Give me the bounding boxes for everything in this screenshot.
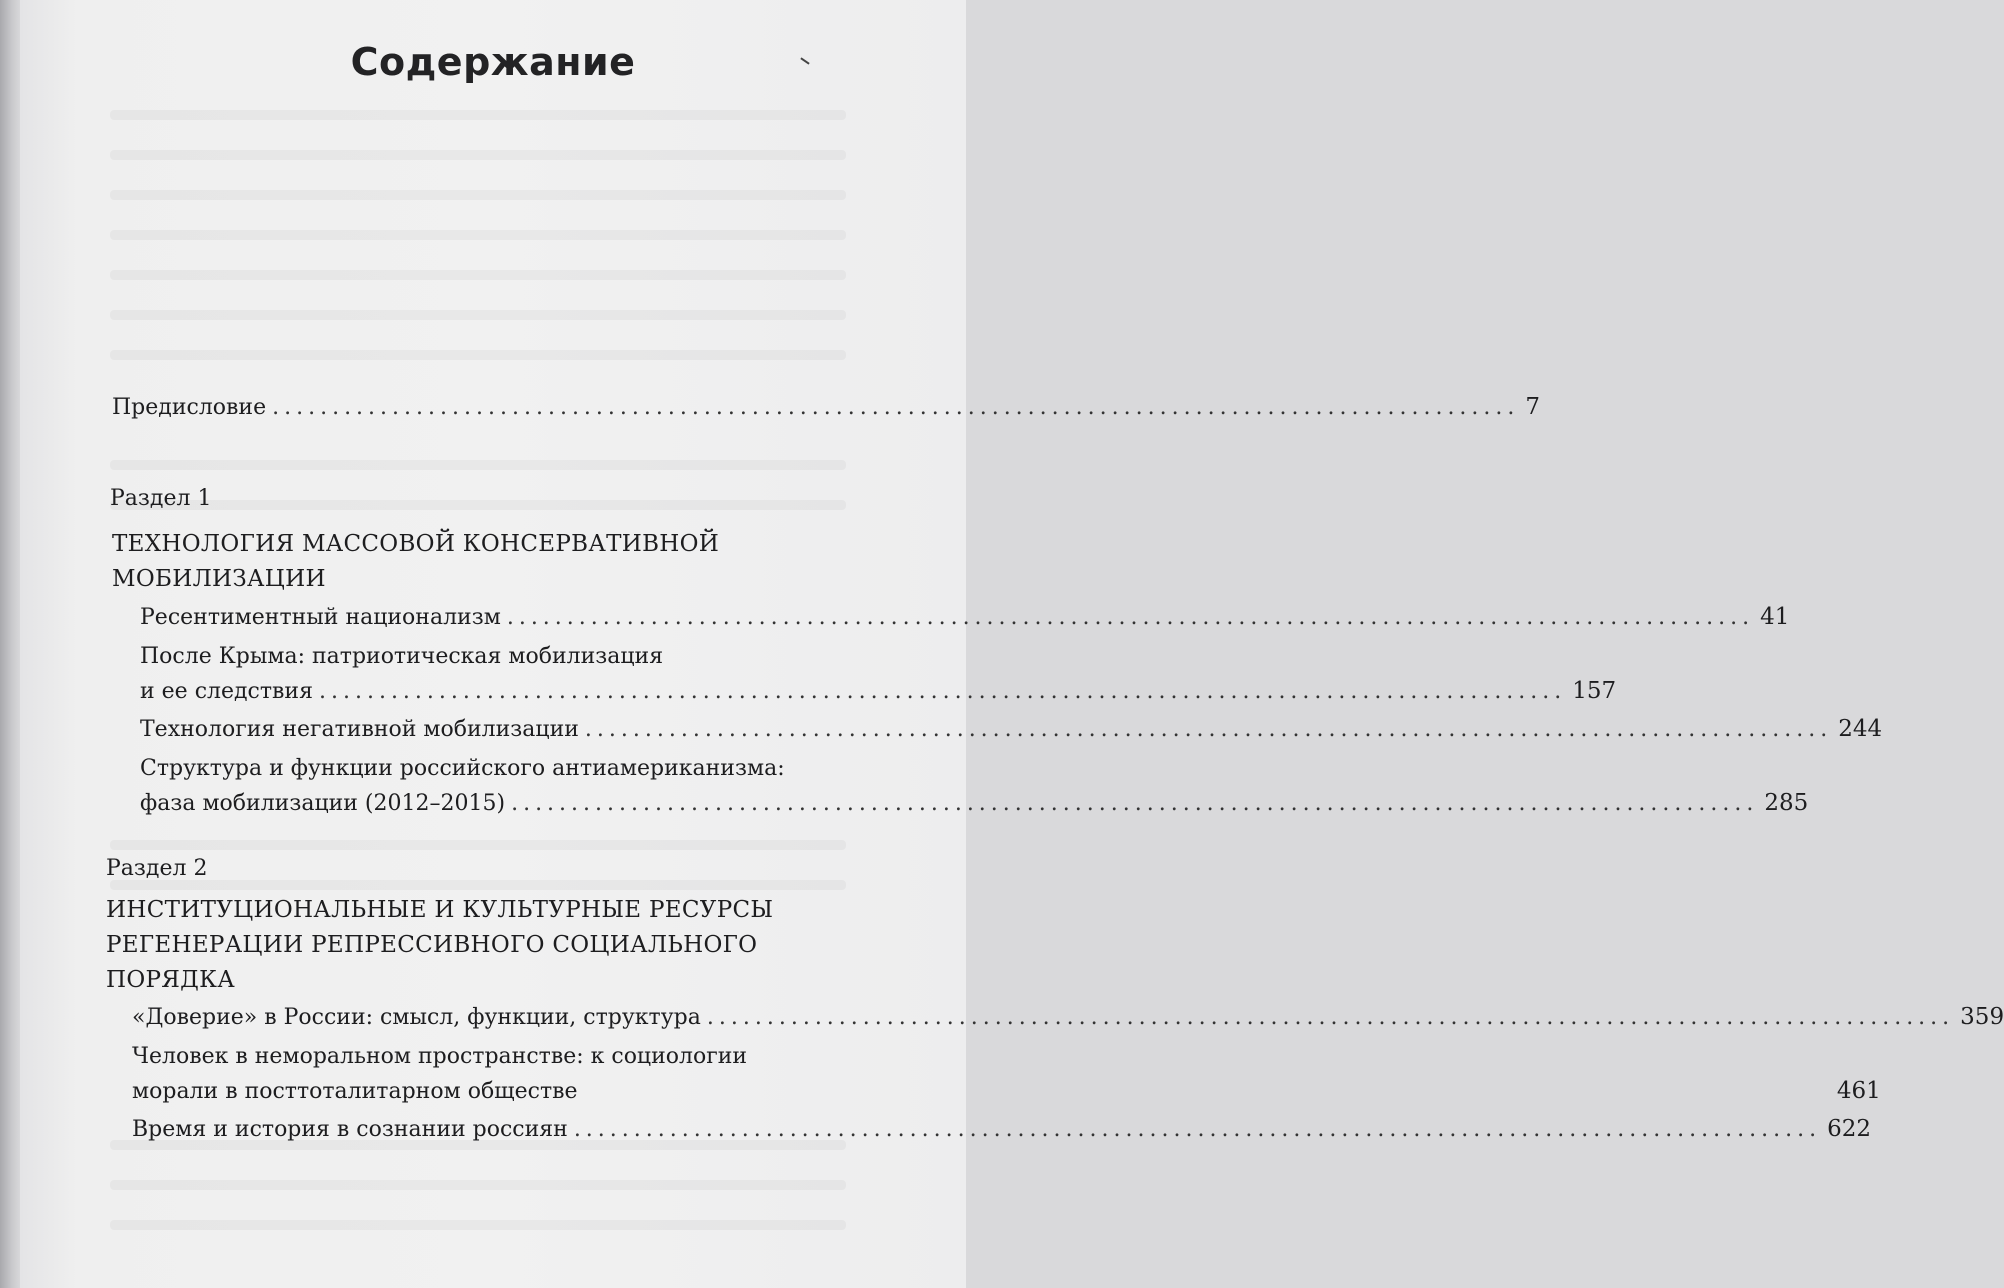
leader-dots: ........................................................................................................ bbox=[272, 395, 1520, 420]
leader-dots: ........................................................................................................ bbox=[511, 791, 1759, 816]
toc-entry bbox=[132, 1112, 1872, 1147]
bleed-through-line bbox=[110, 1180, 846, 1190]
toc-entry bbox=[140, 752, 1809, 821]
toc-entry bbox=[132, 1040, 1881, 1109]
toc-entry-label: После Крыма: патриотическая мобилизация bbox=[140, 644, 664, 669]
toc-entry bbox=[132, 1000, 2004, 1035]
toc-entry-label: Время и история в сознании россиян bbox=[132, 1117, 568, 1142]
leader-dots: ........................................................................................................ bbox=[318, 679, 1567, 704]
bleed-through-line bbox=[110, 350, 846, 360]
leader-dots: ........................................................................................................ bbox=[584, 717, 1833, 742]
bleed-through-line bbox=[110, 500, 846, 510]
toc-page-number: 244 bbox=[1838, 716, 1883, 742]
section-2-label: Раздел 2 bbox=[106, 856, 208, 881]
toc-entry-preface bbox=[112, 390, 1541, 425]
section-title-line: ПОРЯДКА bbox=[106, 967, 235, 993]
toc-entry-label: и ее следствия bbox=[140, 679, 313, 704]
section-1-title bbox=[112, 527, 719, 597]
toc-page-number: 622 bbox=[1827, 1116, 1872, 1142]
toc-page-number: 7 bbox=[1525, 394, 1541, 420]
section-2-title bbox=[106, 893, 773, 998]
toc-entry-label: Предисловие bbox=[112, 395, 267, 420]
toc-page-number: 41 bbox=[1760, 604, 1790, 630]
section-1-label: Раздел 1 bbox=[110, 486, 212, 511]
toc-entry bbox=[140, 712, 1883, 747]
toc-entry-label: Ресентиментный национализм bbox=[140, 605, 501, 630]
toc-page-number: 157 bbox=[1572, 678, 1617, 704]
leader-dots: ........................................................................................................ bbox=[506, 605, 1755, 630]
bleed-through-line bbox=[110, 110, 846, 120]
book-page bbox=[20, 0, 2004, 1288]
toc-page-number: 461 bbox=[1836, 1078, 1881, 1104]
toc-page-number: 359 bbox=[1960, 1004, 2004, 1030]
toc-entry-label: Человек в неморальном пространстве: к социологии bbox=[132, 1044, 748, 1069]
section-title-line: ТЕХНОЛОГИЯ МАССОВОЙ КОНСЕРВАТИВНОЙ bbox=[112, 531, 720, 557]
page-title: Содержание bbox=[350, 40, 636, 84]
bleed-through-line bbox=[110, 1220, 846, 1230]
leader-dots: ........................................................................................................ bbox=[706, 1005, 1955, 1030]
bleed-through-line bbox=[110, 840, 846, 850]
section-title-line: ИНСТИТУЦИОНАЛЬНЫЕ И КУЛЬТУРНЫЕ РЕСУРСЫ bbox=[106, 897, 774, 923]
bleed-through-line bbox=[110, 880, 846, 890]
toc-entry-label: фаза мобилизации (2012–2015) bbox=[140, 791, 506, 816]
bleed-through-line bbox=[110, 230, 846, 240]
toc-entry-label: Технология негативной мобилизации bbox=[140, 717, 579, 742]
bleed-through-line bbox=[110, 190, 846, 200]
bleed-through-line bbox=[110, 460, 846, 470]
book-spine-shadow bbox=[0, 0, 20, 1288]
bleed-through-line bbox=[110, 270, 846, 280]
toc-entry bbox=[140, 600, 1790, 635]
toc-entry-label: морали в посттоталитарном обществе bbox=[132, 1079, 578, 1104]
toc-entry-label: Структура и функции российского антиамериканизма: bbox=[140, 756, 785, 781]
toc-entry bbox=[140, 640, 1617, 709]
bleed-through-line bbox=[110, 310, 846, 320]
bleed-through-line bbox=[110, 150, 846, 160]
section-title-line: РЕГЕНЕРАЦИИ РЕПРЕССИВНОГО СОЦИАЛЬНОГО bbox=[106, 932, 758, 958]
section-title-line: МОБИЛИЗАЦИИ bbox=[112, 566, 326, 592]
toc-page-number: 285 bbox=[1764, 790, 1809, 816]
leader-dots: ........................................................................................................ bbox=[573, 1117, 1822, 1142]
toc-entry-label: «Доверие» в России: смысл, функции, структура bbox=[132, 1005, 701, 1030]
